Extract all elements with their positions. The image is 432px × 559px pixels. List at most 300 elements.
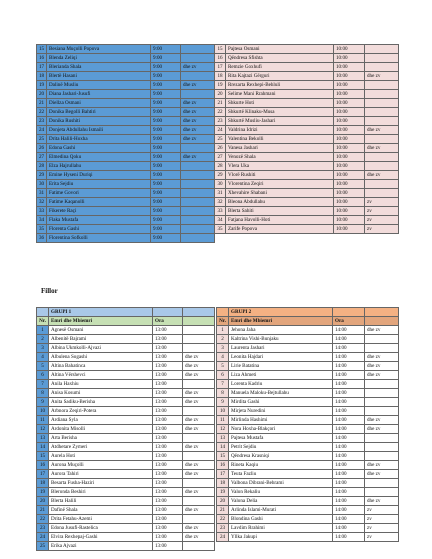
table-row — [217, 326, 399, 335]
cell-time: 9:00 — [151, 135, 181, 144]
cell-nr: 27 — [37, 153, 47, 162]
cell-note — [181, 234, 215, 243]
cell-nr: 23 — [215, 117, 226, 126]
cell-nr: 32 — [215, 198, 226, 207]
cell-name: Valon Rekaliu — [229, 488, 333, 497]
cell-nr: 13 — [217, 434, 229, 443]
cell-note — [181, 198, 215, 207]
cell-note — [183, 335, 215, 344]
cell-time: 10:00 — [334, 162, 365, 171]
table-row — [37, 45, 215, 54]
cell-name: Drita Halili-Hoxha — [47, 135, 151, 144]
cell-nr: 19 — [37, 488, 49, 497]
cell-time: 13:00 — [153, 461, 183, 470]
cell-nr: 11 — [217, 416, 229, 425]
table-row — [217, 479, 399, 488]
cell-name: Vanesa Jashari — [226, 144, 334, 153]
cell-time: 13:00 — [153, 353, 183, 362]
cell-time: 13:00 — [153, 434, 183, 443]
cell-note — [365, 398, 399, 407]
cell-note: dhe zv — [365, 470, 399, 479]
cell-name: Remzie Goxhufi — [226, 63, 334, 72]
cell-time: 13:00 — [153, 389, 183, 398]
cell-nr: 30 — [215, 180, 226, 189]
cell-note — [181, 45, 215, 54]
cell-nr: 17 — [37, 470, 49, 479]
table-row — [37, 479, 215, 488]
cell-nr: 1 — [37, 326, 49, 335]
cell-time: 14:00 — [333, 479, 365, 488]
cell-note — [365, 180, 399, 189]
cell-name: Ardonita Misolli — [49, 425, 153, 434]
table-row — [217, 488, 399, 497]
cell-name: Arta Berisha — [49, 434, 153, 443]
cell-note: dhe zv — [365, 416, 399, 425]
table-row — [37, 54, 215, 63]
cell-time: 14:00 — [333, 515, 365, 524]
cell-time: 13:00 — [153, 488, 183, 497]
table-row — [37, 362, 215, 371]
table-row — [37, 99, 215, 108]
table-row — [215, 63, 399, 72]
cell-name: Fatime Govori — [47, 189, 151, 198]
cell-name: Albulena Sogashi — [49, 353, 153, 362]
cell-note: zv — [365, 506, 399, 515]
cell-name: Anisa Kosumi — [49, 389, 153, 398]
cell-name: Mirjeta Nuredini — [229, 407, 333, 416]
cell-nr: 17 — [217, 470, 229, 479]
cell-note — [365, 443, 399, 452]
cell-nr: 35 — [215, 225, 226, 234]
cell-note — [365, 344, 399, 353]
cell-name: Arbnora Zeqiri-Potera — [49, 407, 153, 416]
cell-note — [365, 63, 399, 72]
cell-time: 14:00 — [333, 461, 365, 470]
table-row — [217, 371, 399, 380]
cell-note: dhe zv — [181, 108, 215, 117]
cell-time: 14:00 — [333, 326, 365, 335]
table-row — [217, 344, 399, 353]
table-row — [217, 335, 399, 344]
table-row — [37, 162, 215, 171]
cell-name: Albina Ukmkolli-Ajvazi — [49, 344, 153, 353]
cell-note — [365, 380, 399, 389]
table-row — [37, 416, 215, 425]
table-row — [217, 452, 399, 461]
table-row — [37, 72, 215, 81]
cell-time: 9:00 — [151, 72, 181, 81]
cell-name: Fatime Kaqanolli — [47, 198, 151, 207]
cell-note: dhe zv — [183, 461, 215, 470]
cell-nr: 15 — [37, 452, 49, 461]
cell-note — [183, 380, 215, 389]
cell-nr: 19 — [37, 81, 47, 90]
table-row — [37, 81, 215, 90]
cell-time: 14:00 — [333, 506, 365, 515]
cell-note: dhe zv — [181, 117, 215, 126]
cell-note: dhe zv — [183, 353, 215, 362]
cell-nr: 20 — [37, 497, 49, 506]
cell-time: 13:00 — [153, 407, 183, 416]
cell-nr: 21 — [215, 99, 226, 108]
cell-nr: 35 — [37, 225, 47, 234]
cell-name: Lorenta Kadriu — [229, 380, 333, 389]
cell-nr: 1 — [217, 326, 229, 335]
table-row — [37, 207, 215, 216]
cell-name: Blenda Zeliqi — [47, 54, 151, 63]
group2-header-name: Emri dhe Mbiemri — [229, 317, 333, 326]
cell-time: 9:00 — [151, 108, 181, 117]
group1-title-row — [37, 308, 215, 317]
cell-note — [181, 171, 215, 180]
cell-time: 13:00 — [153, 398, 183, 407]
cell-note — [365, 434, 399, 443]
group1-header-nr: Nr. — [37, 317, 49, 326]
cell-note: dhe zv — [183, 470, 215, 479]
cell-nr: 21 — [37, 99, 47, 108]
cell-note: zv — [365, 533, 399, 542]
cell-nr: 14 — [217, 443, 229, 452]
cell-time: 13:00 — [153, 452, 183, 461]
cell-note — [183, 407, 215, 416]
group2-header-nr: Nr. — [217, 317, 229, 326]
table-row — [215, 135, 399, 144]
cell-nr: 17 — [37, 63, 47, 72]
cell-time: 9:00 — [151, 171, 181, 180]
group1-title: GRUPI 1 — [49, 308, 153, 317]
cell-nr: 28 — [215, 162, 226, 171]
cell-nr: 10 — [217, 407, 229, 416]
cell-time: 13:00 — [153, 362, 183, 371]
cell-time: 9:00 — [151, 117, 181, 126]
cell-time: 9:00 — [151, 189, 181, 198]
cell-name: Laurenta Jashari — [229, 344, 333, 353]
cell-name: Aurora Tahiri — [49, 470, 153, 479]
cell-note — [365, 81, 399, 90]
cell-name: Blertë Hasani — [47, 72, 151, 81]
cell-note — [181, 162, 215, 171]
table-row — [37, 425, 215, 434]
table-row — [217, 515, 399, 524]
cell-name: Vlorentina Zeqiri — [226, 180, 334, 189]
cell-note: dhe zv — [181, 153, 215, 162]
cell-note — [181, 189, 215, 198]
cell-note: dhe zv — [365, 371, 399, 380]
table-row — [37, 398, 215, 407]
cell-nr: 15 — [37, 45, 47, 54]
cell-time: 10:00 — [334, 99, 365, 108]
table-row — [215, 216, 399, 225]
cell-note: dhe zv — [183, 425, 215, 434]
cell-time: 10:00 — [334, 135, 365, 144]
cell-nr: 25 — [37, 135, 47, 144]
cell-nr: 31 — [37, 189, 47, 198]
cell-nr: 8 — [217, 389, 229, 398]
cell-time: 14:00 — [333, 488, 365, 497]
top-left-table — [36, 44, 215, 243]
table-row — [215, 81, 399, 90]
table-row — [215, 45, 399, 54]
top-left-tbody — [37, 45, 215, 243]
cell-note — [183, 515, 215, 524]
cell-note — [181, 144, 215, 153]
cell-note — [365, 135, 399, 144]
cell-note: dhe zv — [365, 362, 399, 371]
cell-note: dhe zv — [183, 389, 215, 398]
group1-tbody — [37, 326, 215, 551]
cell-time: 10:00 — [334, 153, 365, 162]
cell-name: Ardiana Syla — [49, 416, 153, 425]
cell-time: 9:00 — [151, 99, 181, 108]
cell-nr: 18 — [215, 72, 226, 81]
cell-note: dhe zv — [365, 461, 399, 470]
table-row — [37, 380, 215, 389]
cell-note: dhe zv — [181, 126, 215, 135]
cell-name: Shkurtë Klinaku-Musa — [226, 108, 334, 117]
cell-nr: 22 — [217, 515, 229, 524]
cell-nr: 18 — [217, 479, 229, 488]
cell-nr: 10 — [37, 407, 49, 416]
cell-time: 13:00 — [153, 335, 183, 344]
table-row — [37, 335, 215, 344]
cell-note — [365, 108, 399, 117]
cell-nr: 32 — [37, 198, 47, 207]
cell-time: 9:00 — [151, 207, 181, 216]
cell-time: 10:00 — [334, 63, 365, 72]
table-row — [215, 198, 399, 207]
table-row — [215, 144, 399, 153]
table-row — [37, 452, 215, 461]
cell-note: zv — [365, 225, 399, 234]
cell-time: 10:00 — [334, 198, 365, 207]
table-row — [217, 524, 399, 533]
cell-time: 14:00 — [333, 533, 365, 542]
cell-name: Edona Jusufi-Rastelica — [49, 524, 153, 533]
table-row — [217, 380, 399, 389]
cell-nr: 31 — [215, 189, 226, 198]
cell-nr: 4 — [217, 353, 229, 362]
cell-name: Florenta Gashi — [47, 225, 151, 234]
group2-title: GRUPI 2 — [229, 308, 333, 317]
cell-time: 9:00 — [151, 45, 181, 54]
cell-nr: 28 — [37, 162, 47, 171]
table-row — [37, 189, 215, 198]
cell-name: Elza Hajrullahu — [47, 162, 151, 171]
cell-name: Blerta Sahiti — [226, 207, 334, 216]
cell-name: Qëndresa Krasniqi — [229, 452, 333, 461]
cell-nr: 29 — [37, 171, 47, 180]
table-row — [37, 488, 215, 497]
cell-name: Jehona Jaha — [229, 326, 333, 335]
cell-nr: 29 — [215, 171, 226, 180]
cell-nr: 16 — [215, 54, 226, 63]
cell-time: 10:00 — [334, 117, 365, 126]
cell-nr: 7 — [217, 380, 229, 389]
cell-name: Fatjana Havolli-Hoti — [226, 216, 334, 225]
cell-time: 9:00 — [151, 216, 181, 225]
cell-name: Valdrina Idrizi — [226, 126, 334, 135]
cell-note: dhe zv — [183, 362, 215, 371]
cell-note: dhe zv — [365, 126, 399, 135]
cell-nr: 4 — [37, 353, 49, 362]
cell-note: dhe zv — [365, 72, 399, 81]
cell-name: Besarta Fusha-Haziri — [49, 479, 153, 488]
cell-note: dhe zv — [183, 533, 215, 542]
cell-time: 14:00 — [333, 452, 365, 461]
cell-name: Mirdita Gashi — [229, 398, 333, 407]
section-title: Fillor — [41, 287, 58, 295]
cell-note — [365, 389, 399, 398]
cell-note: zv — [365, 524, 399, 533]
cell-name: Blerianda Shala — [47, 63, 151, 72]
cell-name: Albenitë Bajrami — [49, 335, 153, 344]
cell-time: 13:00 — [153, 380, 183, 389]
table-row — [217, 533, 399, 542]
cell-nr: 24 — [37, 126, 47, 135]
cell-time: 14:00 — [333, 407, 365, 416]
table-row — [215, 126, 399, 135]
cell-time: 10:00 — [334, 45, 365, 54]
table-row — [37, 407, 215, 416]
group2-header-time: Ora — [333, 317, 365, 326]
cell-name: Edona Gashi — [47, 144, 151, 153]
cell-note — [365, 90, 399, 99]
group2-tbody — [217, 326, 399, 542]
cell-time: 13:00 — [153, 533, 183, 542]
top-right-tbody — [215, 45, 399, 234]
table-row — [37, 389, 215, 398]
cell-nr: 24 — [217, 533, 229, 542]
cell-nr: 15 — [217, 452, 229, 461]
cell-time: 9:00 — [151, 126, 181, 135]
cell-time: 14:00 — [333, 524, 365, 533]
cell-name: Drita Fetahu-Azemi — [49, 515, 153, 524]
table-row — [37, 326, 215, 335]
cell-name: Dalinë Musliu — [47, 81, 151, 90]
cell-time: 14:00 — [333, 353, 365, 362]
cell-nr: 13 — [37, 434, 49, 443]
cell-time: 13:00 — [153, 524, 183, 533]
cell-nr: 18 — [37, 479, 49, 488]
cell-name: Shkurte Hoti — [226, 99, 334, 108]
cell-name: Teuta Fazliu — [229, 470, 333, 479]
table-row — [215, 207, 399, 216]
cell-name: Diellza Osmani — [47, 99, 151, 108]
cell-name: Nora Hoxha-Blakçori — [229, 425, 333, 434]
cell-nr: 6 — [37, 371, 49, 380]
cell-note — [183, 452, 215, 461]
table-row — [215, 108, 399, 117]
cell-note — [181, 180, 215, 189]
cell-note: zv — [365, 216, 399, 225]
cell-time: 10:00 — [334, 225, 365, 234]
cell-note — [365, 407, 399, 416]
table-row — [37, 497, 215, 506]
table-row — [215, 153, 399, 162]
table-row — [37, 524, 215, 533]
table-row — [37, 117, 215, 126]
cell-name: Agnesë Osmani — [49, 326, 153, 335]
cell-time: 9:00 — [151, 234, 181, 243]
table-row — [37, 461, 215, 470]
table-row — [217, 443, 399, 452]
table-row — [215, 180, 399, 189]
cell-nr: 17 — [215, 63, 226, 72]
cell-note — [181, 207, 215, 216]
cell-note: dhe zv — [365, 353, 399, 362]
group1-header-row — [37, 317, 215, 326]
table-row — [217, 362, 399, 371]
table-row — [37, 144, 215, 153]
cell-time: 14:00 — [333, 470, 365, 479]
cell-time: 9:00 — [151, 81, 181, 90]
cell-note: dhe zv — [365, 171, 399, 180]
cell-name: Anila Haxhiu — [49, 380, 153, 389]
cell-nr: 20 — [217, 497, 229, 506]
cell-nr: 19 — [217, 488, 229, 497]
table-row — [37, 533, 215, 542]
cell-nr: 6 — [217, 371, 229, 380]
group1-header-time: Ora — [153, 317, 183, 326]
cell-note — [181, 216, 215, 225]
cell-time: 10:00 — [334, 90, 365, 99]
cell-name: Fikerete Raçi — [47, 207, 151, 216]
cell-time: 13:00 — [153, 443, 183, 452]
cell-name: Shkurtë Musliu-Jashari — [226, 117, 334, 126]
table-row — [217, 497, 399, 506]
cell-time: 14:00 — [333, 443, 365, 452]
cell-name: Valbona Dibrani-Behrami — [229, 479, 333, 488]
cell-time: 13:00 — [153, 470, 183, 479]
cell-note: dhe zv — [183, 488, 215, 497]
cell-nr: 12 — [217, 425, 229, 434]
cell-nr: 27 — [215, 153, 226, 162]
cell-name: Donika Rushiti — [47, 117, 151, 126]
cell-nr: 19 — [215, 81, 226, 90]
cell-name: Aurela Hoti — [49, 452, 153, 461]
cell-note: dhe zv — [181, 135, 215, 144]
cell-nr: 21 — [37, 506, 49, 515]
cell-time: 14:00 — [333, 398, 365, 407]
group2-table — [216, 307, 399, 542]
cell-time: 9:00 — [151, 225, 181, 234]
cell-time: 13:00 — [153, 542, 183, 551]
table-row — [215, 99, 399, 108]
cell-note: dhe zv — [181, 63, 215, 72]
cell-nr: 11 — [37, 416, 49, 425]
table-row — [217, 506, 399, 515]
cell-note — [183, 434, 215, 443]
table-row — [37, 90, 215, 99]
group1-header-name: Emri dhe Mbiemri — [49, 317, 153, 326]
cell-name: Xhevahire Shabani — [226, 189, 334, 198]
table-row — [215, 225, 399, 234]
cell-note — [365, 54, 399, 63]
cell-note: dhe zv — [183, 416, 215, 425]
table-row — [215, 117, 399, 126]
cell-time: 14:00 — [333, 344, 365, 353]
cell-name: Altina Vërshevci — [49, 371, 153, 380]
table-row — [37, 126, 215, 135]
cell-name: Rita Kajtazi Gërguri — [226, 72, 334, 81]
cell-time: 14:00 — [333, 362, 365, 371]
cell-note: dhe zv — [183, 443, 215, 452]
cell-nr: 21 — [217, 506, 229, 515]
group2-title-row — [217, 308, 399, 317]
cell-nr: 5 — [37, 362, 49, 371]
cell-nr: 16 — [217, 461, 229, 470]
table-row — [37, 506, 215, 515]
